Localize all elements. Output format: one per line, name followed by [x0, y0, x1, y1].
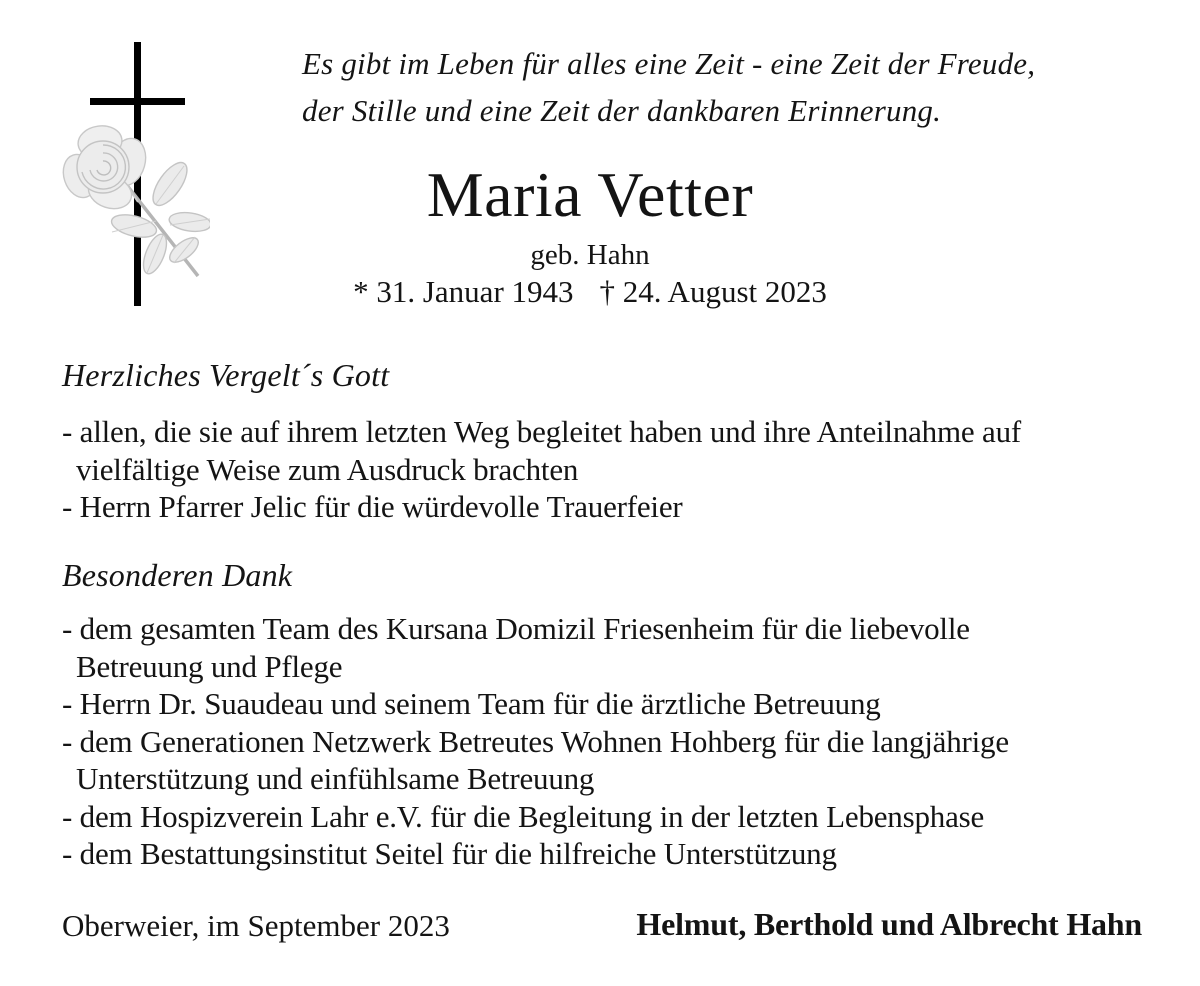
- thanks-line: - dem Bestattungsinstitut Seitel für die hilfreiche Unterstützung: [62, 836, 837, 871]
- quote-line-1: Es gibt im Leben für alles eine Zeit - eine Zeit der Freude,: [302, 46, 1036, 81]
- thanks-line: - Herrn Dr. Suaudeau und seinem Team für die ärztliche Betreuung: [62, 686, 881, 721]
- deceased-name: Maria Vetter: [426, 159, 754, 230]
- thanks-line: - dem gesamten Team des Kursana Domizil Friesenheim für die liebevolle: [62, 611, 970, 646]
- maiden-name: geb. Hahn: [530, 239, 650, 271]
- quote-line-2: der Stille und eine Zeit der dankbaren Erinnerung.: [302, 93, 942, 128]
- memorial-quote: [302, 40, 1035, 134]
- thanks-line: - allen, die sie auf ihrem letzten Weg begleitet haben und ihre Anteilnahme auf: [62, 414, 1021, 449]
- thanks-line-continuation: Unterstützung und einfühlsame Betreuung: [76, 761, 595, 796]
- section-heading-besonderen-dank: Besonderen Dank: [62, 557, 293, 593]
- thanks-line-continuation: Betreuung und Pflege: [76, 648, 343, 684]
- thanks-line-continuation: vielfältige Weise zum Ausdruck brachten: [76, 451, 579, 487]
- birth-date: * 31. Januar 1943: [353, 274, 574, 309]
- thanks-list-1: [62, 413, 1021, 526]
- thanks-line: - dem Generationen Netzwerk Betreutes Wohnen Hohberg für die langjährige: [62, 723, 1009, 759]
- thanks-line: - dem Hospizverein Lahr e.V. für die Begleitung in der letzten Lebensphase: [62, 798, 985, 834]
- life-dates: [0, 274, 1180, 310]
- place-and-date: Oberweier, im September 2023: [62, 908, 450, 943]
- thanks-list-2: [62, 610, 1009, 873]
- death-date: † 24. August 2023: [599, 274, 827, 309]
- thanks-line: - Herrn Pfarrer Jelic für die würdevolle Trauerfeier: [62, 489, 683, 524]
- mourners-names: Helmut, Berthold und Albrecht Hahn: [636, 906, 1142, 942]
- section-heading-vergelts-gott: Herzliches Vergelt´s Gott: [62, 357, 390, 393]
